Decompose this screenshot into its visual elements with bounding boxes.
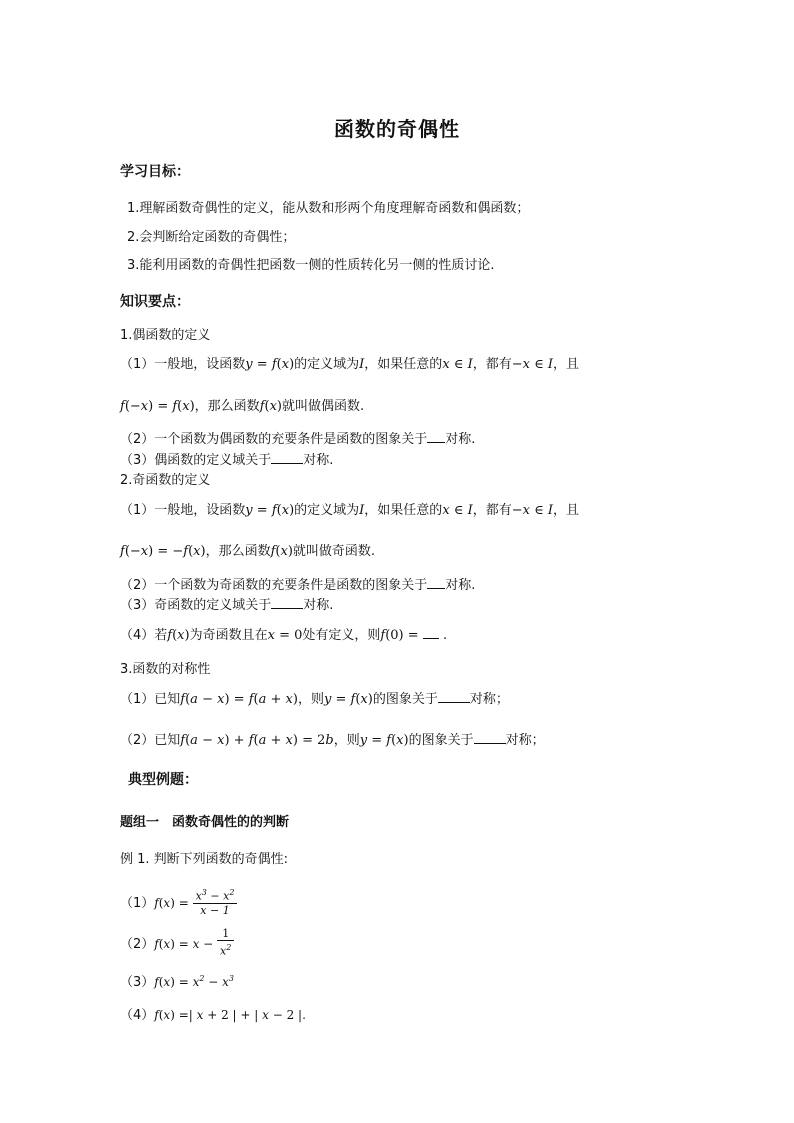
blank-odd-zero[interactable] [423, 626, 439, 639]
blank-sym-2[interactable] [474, 731, 506, 744]
sym-line-2: （2）已知f(a − x) + f(a + x) = 2b，则y = f(x)的图象关于 对称； [120, 733, 545, 748]
group-heading: 题组一 函数奇偶性的的判断 [120, 815, 290, 830]
blank-odd-symmetry[interactable] [427, 576, 445, 589]
odd-zero-line: （4）若f(x)为奇函数且在x = 0处有定义，则f(0) = . [120, 628, 448, 643]
points-heading: 知识要点： [120, 294, 190, 310]
even-label: 1.偶函数的定义 [120, 328, 211, 343]
odd-label: 2.奇函数的定义 [120, 473, 211, 488]
goal-item-2: 2.会判断给定函数的奇偶性； [127, 230, 296, 245]
blank-even-domain[interactable] [271, 451, 303, 464]
goal-item-3: 3.能利用函数的奇偶性把函数一侧的性质转化另一侧的性质讨论. [127, 258, 495, 273]
example-1-item-1: （1）f(x) = $\frac{x^3 - x^2}{x - 1}$ [120, 888, 237, 919]
example-1-item-2: （2）f(x) = x − $\frac{1}{x^2}$ [120, 929, 234, 960]
blank-odd-domain[interactable] [271, 596, 303, 609]
even-def-line-1: （1）一般地，设函数y = f(x)的定义域为I，如果任意的x ∈ I，都有−x ∈ I，且 [120, 357, 580, 372]
odd-def-line-1: （1）一般地，设函数y = f(x)的定义域为I，如果任意的x ∈ I，都有−x ∈ I，且 [120, 503, 580, 518]
odd-def-line-2: f(−x) = −f(x)，那么函数f(x)就叫做奇函数. [120, 544, 376, 559]
goals-heading: 学习目标： [120, 164, 190, 180]
blank-sym-1[interactable] [438, 690, 470, 703]
sym-line-1: （1）已知f(a − x) = f(a + x)，则y = f(x)的图象关于 对称； [120, 692, 509, 707]
odd-symmetry-line: （2）一个函数为奇函数的充要条件是函数的图象关于 对称. [120, 578, 476, 593]
even-symmetry-line: （2）一个函数为偶函数的充要条件是函数的图象关于 对称. [120, 432, 476, 447]
blank-even-symmetry[interactable] [427, 430, 445, 443]
goal-item-1: 1.理解函数奇偶性的定义，能从数和形两个角度理解奇函数和偶函数； [127, 201, 530, 216]
examples-heading: 典型例题： [128, 772, 198, 788]
example-1-prompt: 例 1. 判断下列函数的奇偶性: [120, 852, 289, 867]
page-title: 函数的奇偶性 [334, 117, 460, 141]
even-def-line-2: f(−x) = f(x)，那么函数f(x)就叫做偶函数. [120, 399, 365, 414]
example-1-item-4: （4）f(x) =| x + 2 | + | x − 2 |. [120, 1008, 306, 1023]
example-1-item-3: $(3)f(x) = x^2 - x^3$ [120, 974, 235, 990]
odd-domain-line: （3）奇函数的定义域关于 对称. [120, 598, 334, 613]
sym-label: 3.函数的对称性 [120, 662, 211, 677]
even-domain-line: （3）偶函数的定义域关于 对称. [120, 453, 334, 468]
